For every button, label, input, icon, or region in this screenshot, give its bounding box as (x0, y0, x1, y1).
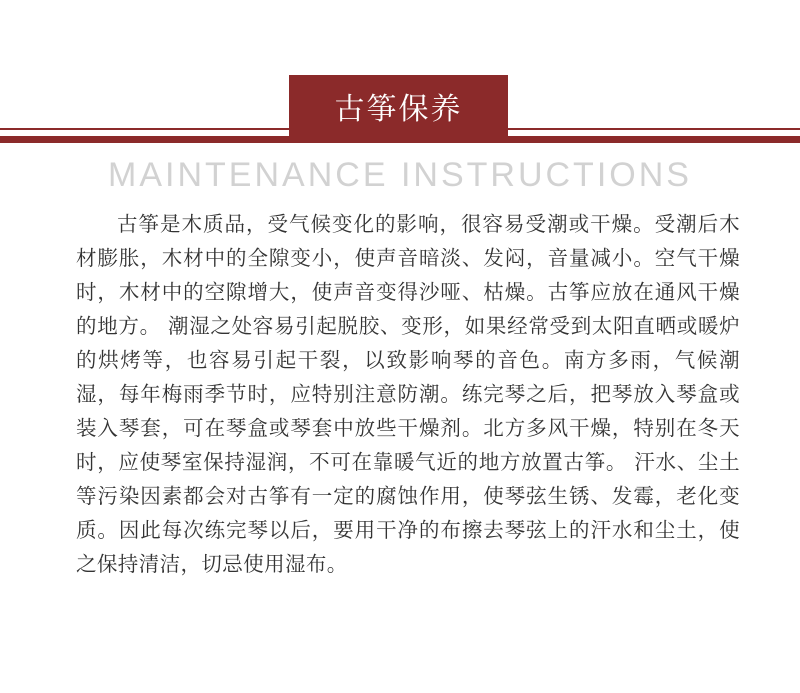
section-subtitle: MAINTENANCE INSTRUCTIONS (108, 156, 692, 194)
section-title: 古筝保养 (334, 91, 463, 127)
header-divider-thick (0, 136, 800, 143)
maintenance-paragraph: 古筝是木质品，受气候变化的影响，很容易受潮或干燥。受潮后木材膨胀，木材中的全隙变小，使声音暗淡、发闷，音量减小。空气干燥时，木材中的空隙增大，使声音变得沙哑、枯燥。古筝应放在通风干燥的地方。 潮湿之处容易引起脱胶、变形，如果经常受到太阳直晒或暖炉的烘烤等，也容易引起干裂，以致影响琴的音色。南方多雨，气候潮湿，每年梅雨季节时，应特别注意防潮。练完琴之后，把琴放入琴盒或装入琴套，可在琴盒或琴套中放些干燥剂。北方多风干燥，特别在冬天时，应使琴室保持湿润，不可在靠暖气近的地方放置古筝。 汗水、尘土等污染因素都会对古筝有一定的腐蚀作用，使琴弦生锈、发霉，老化变质。因此每次练完琴以后，要用干净的布擦去琴弦上的汗水和尘土，使之保持清洁，切忌使用湿布。 (76, 212, 740, 576)
section-title-banner (289, 75, 508, 136)
